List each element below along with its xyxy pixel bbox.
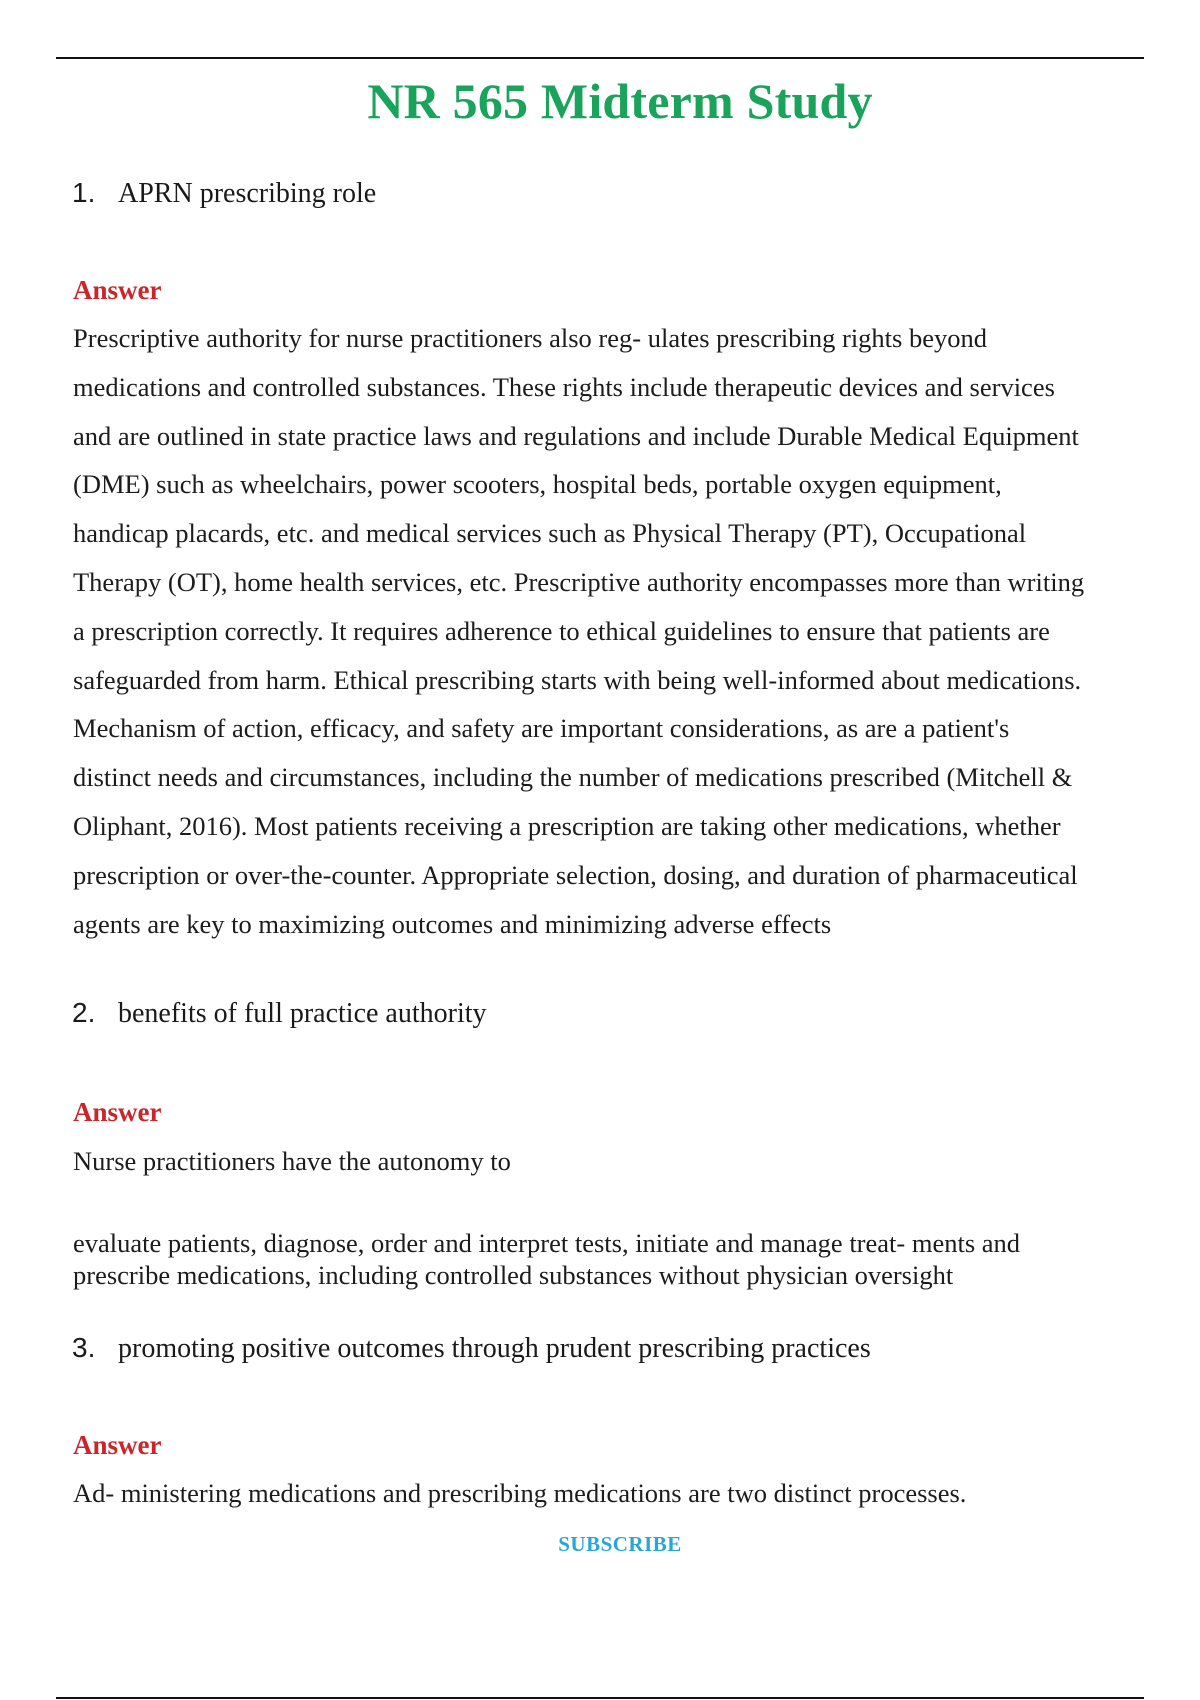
answer-line: prescribe medications, including controlled substances without physician oversight <box>73 1260 954 1290</box>
answer-label: Answer <box>73 1430 162 1460</box>
question-text: APRN prescribing role <box>118 178 377 209</box>
answer-line: Mechanism of action, efficacy, and safety are important considerations, as are a patient's <box>73 713 1010 744</box>
page-title: NR 565 Midterm Study <box>367 73 873 129</box>
top-rule <box>56 57 1144 59</box>
answer-label: Answer <box>73 275 162 305</box>
question-number: 1. <box>72 177 96 208</box>
answer-line: handicap placards, etc. and medical services such as Physical Therapy (PT), Occupational <box>73 518 1027 549</box>
answer-line: Prescriptive authority for nurse practitioners also reg- ulates prescribing rights beyond <box>73 323 987 353</box>
question-number: 2. <box>72 997 96 1028</box>
answer-line: prescription or over-the-counter. Appropriate selection, dosing, and duration of pharmaceutical <box>73 859 1078 890</box>
answer-line: Therapy (OT), home health services, etc. Prescriptive authority encompasses more than writing <box>73 566 1085 597</box>
answer-line: Nurse practitioners have the autonomy to <box>73 1146 511 1176</box>
answer-label: Answer <box>73 1097 162 1127</box>
answer-line: agents are key to maximizing outcomes and minimizing adverse effects <box>73 908 832 939</box>
question-text: promoting positive outcomes through prudent prescribing practices <box>118 1333 871 1364</box>
answer-2-lead <box>73 1137 1153 1186</box>
answer-line: evaluate patients, diagnose, order and interpret tests, initiate and manage treat- ments and <box>73 1228 1021 1258</box>
question-text: benefits of full practice authority <box>118 998 487 1029</box>
answer-3-text <box>73 1469 1153 1518</box>
question-1 <box>72 173 1152 214</box>
subscribe-link[interactable]: SUBSCRIBE <box>558 1532 682 1556</box>
answer-line: Oliphant, 2016). Most patients receiving a prescription are taking other medications, whether <box>73 810 1061 841</box>
answer-2-text <box>73 1227 1153 1291</box>
answer-line: a prescription correctly. It requires adherence to ethical guidelines to ensure that patients are <box>73 615 1050 646</box>
answer-line: and are outlined in state practice laws and regulations and include Durable Medical Equipment <box>73 420 1079 451</box>
question-2 <box>72 993 1152 1034</box>
question-3 <box>72 1328 1152 1369</box>
answer-line: Ad- ministering medications and prescribing medications are two distinct processes. <box>73 1478 967 1508</box>
answer-line: distinct needs and circumstances, including the number of medications prescribed (Mitchell & <box>73 762 1073 793</box>
answer-line: (DME) such as wheelchairs, power scooters, hospital beds, portable oxygen equipment, <box>73 469 1002 500</box>
answer-line: medications and controlled substances. These rights include therapeutic devices and services <box>73 371 1055 402</box>
bottom-rule <box>56 1697 1144 1699</box>
answer-line: safeguarded from harm. Ethical prescribing starts with being well-informed about medications. <box>73 664 1082 695</box>
question-number: 3. <box>72 1332 96 1363</box>
answer-1-text <box>73 314 1153 948</box>
